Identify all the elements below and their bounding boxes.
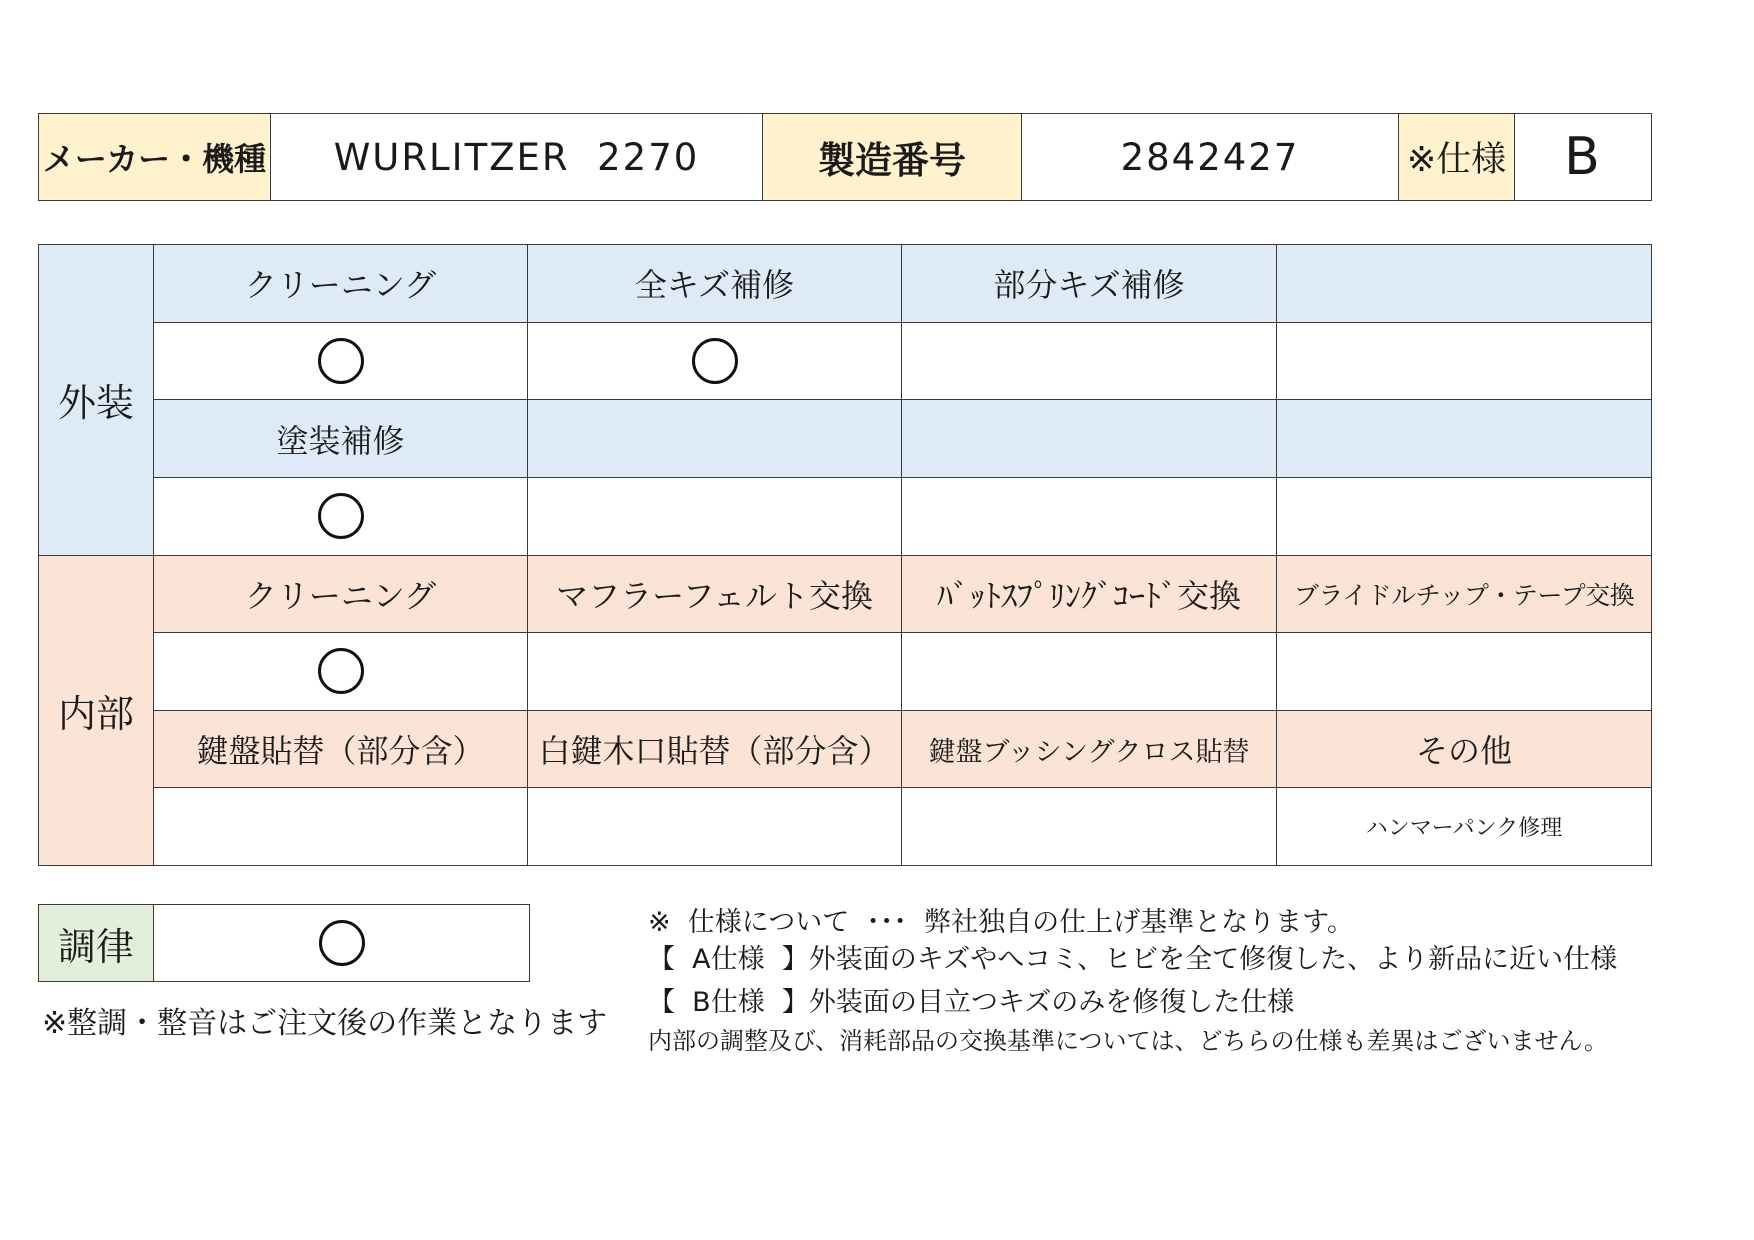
exterior-item-cleaning: クリーニング <box>154 245 528 323</box>
maker-value: WURLITZER 2270 <box>271 114 763 201</box>
interior-value-row-2 <box>39 788 1652 866</box>
maker-label: メーカー・機種 <box>39 114 271 201</box>
interior-item-muffler-felt: マフラーフェルト交換 <box>528 555 902 633</box>
check-circle-icon <box>319 920 365 966</box>
spec-note-line: 内部の調整及び、消耗部品の交換基準については、どちらの仕様も差異はございません。 <box>648 1027 1608 1055</box>
exterior-item-paint-repair: 塗装補修 <box>154 400 528 478</box>
exterior-value-row-2 <box>39 477 1652 555</box>
tuning-row <box>39 905 530 982</box>
spec-label: ※仕様 <box>1399 114 1515 201</box>
exterior-section-label: 外装 <box>39 245 154 556</box>
check-circle-icon <box>318 493 364 539</box>
interior-value-cell <box>902 633 1277 711</box>
exterior-value-cell <box>902 477 1277 555</box>
exterior-value-row-1 <box>39 322 1652 400</box>
interior-header-row-1 <box>39 555 1652 633</box>
exterior-header-row-1 <box>39 245 1652 323</box>
interior-item-key-bushing-cloth: 鍵盤ブッシングクロス貼替 <box>902 710 1277 788</box>
interior-header-row-2 <box>39 710 1652 788</box>
exterior-header-row-2 <box>39 400 1652 478</box>
spec-note-line: 【 A仕様 】外装面のキズやへコミ、ヒビを全て修復した、より新品に近い仕様 <box>648 944 1618 975</box>
exterior-value-cell <box>154 477 528 555</box>
exterior-value-cell <box>528 322 902 400</box>
interior-other-note: ハンマーパンク修理 <box>1277 788 1652 866</box>
exterior-value-cell <box>1277 477 1652 555</box>
interior-item-other: その他 <box>1277 710 1652 788</box>
interior-value-cell <box>528 788 902 866</box>
spec-notes <box>648 904 1617 1061</box>
serial-value: 2842427 <box>1022 114 1399 201</box>
spec-note-line: 【 B仕様 】外装面の目立つキズのみを修復した仕様 <box>648 987 1295 1018</box>
interior-section-label: 内部 <box>39 555 154 866</box>
exterior-value-cell <box>902 322 1277 400</box>
exterior-item-partial-scratch-repair: 部分キズ補修 <box>902 245 1277 323</box>
tuning-label: 調律 <box>39 905 154 982</box>
exterior-item-blank <box>1277 400 1652 478</box>
order-note: ※整調・整音はご注文後の作業となります <box>42 1006 608 1041</box>
interior-item-key-cover: 鍵盤貼替（部分含） <box>154 710 528 788</box>
check-circle-icon <box>318 338 364 384</box>
interior-item-cleaning: クリーニング <box>154 555 528 633</box>
header-table <box>38 113 1652 201</box>
interior-value-cell <box>1277 633 1652 711</box>
interior-item-butt-spring-cord: ﾊﾞｯﾄｽﾌﾟﾘﾝｸﾞｺｰﾄﾞ交換 <box>902 555 1277 633</box>
serial-label: 製造番号 <box>763 114 1022 201</box>
exterior-item-full-scratch-repair: 全キズ補修 <box>528 245 902 323</box>
interior-value-cell <box>154 633 528 711</box>
exterior-item-blank <box>528 400 902 478</box>
check-circle-icon <box>692 338 738 384</box>
check-circle-icon <box>318 648 364 694</box>
exterior-value-cell <box>528 477 902 555</box>
interior-value-row-1 <box>39 633 1652 711</box>
interior-item-bridle-tip-tape: ブライドルチップ・テープ交換 <box>1277 555 1652 633</box>
exterior-item-blank <box>902 400 1277 478</box>
spec-note-line: ※ 仕様について ･･･ 弊社独自の仕上げ基準となります。 <box>648 907 1354 938</box>
interior-value-cell <box>902 788 1277 866</box>
tuning-table <box>38 904 530 982</box>
tuning-value <box>154 905 530 982</box>
interior-item-white-key-front: 白鍵木口貼替（部分含） <box>528 710 902 788</box>
exterior-value-cell <box>1277 322 1652 400</box>
header-row <box>39 114 1652 201</box>
exterior-value-cell <box>154 322 528 400</box>
work-table <box>38 244 1652 866</box>
spec-value: B <box>1515 114 1652 201</box>
interior-value-cell <box>528 633 902 711</box>
interior-value-cell <box>154 788 528 866</box>
exterior-item-blank <box>1277 245 1652 323</box>
